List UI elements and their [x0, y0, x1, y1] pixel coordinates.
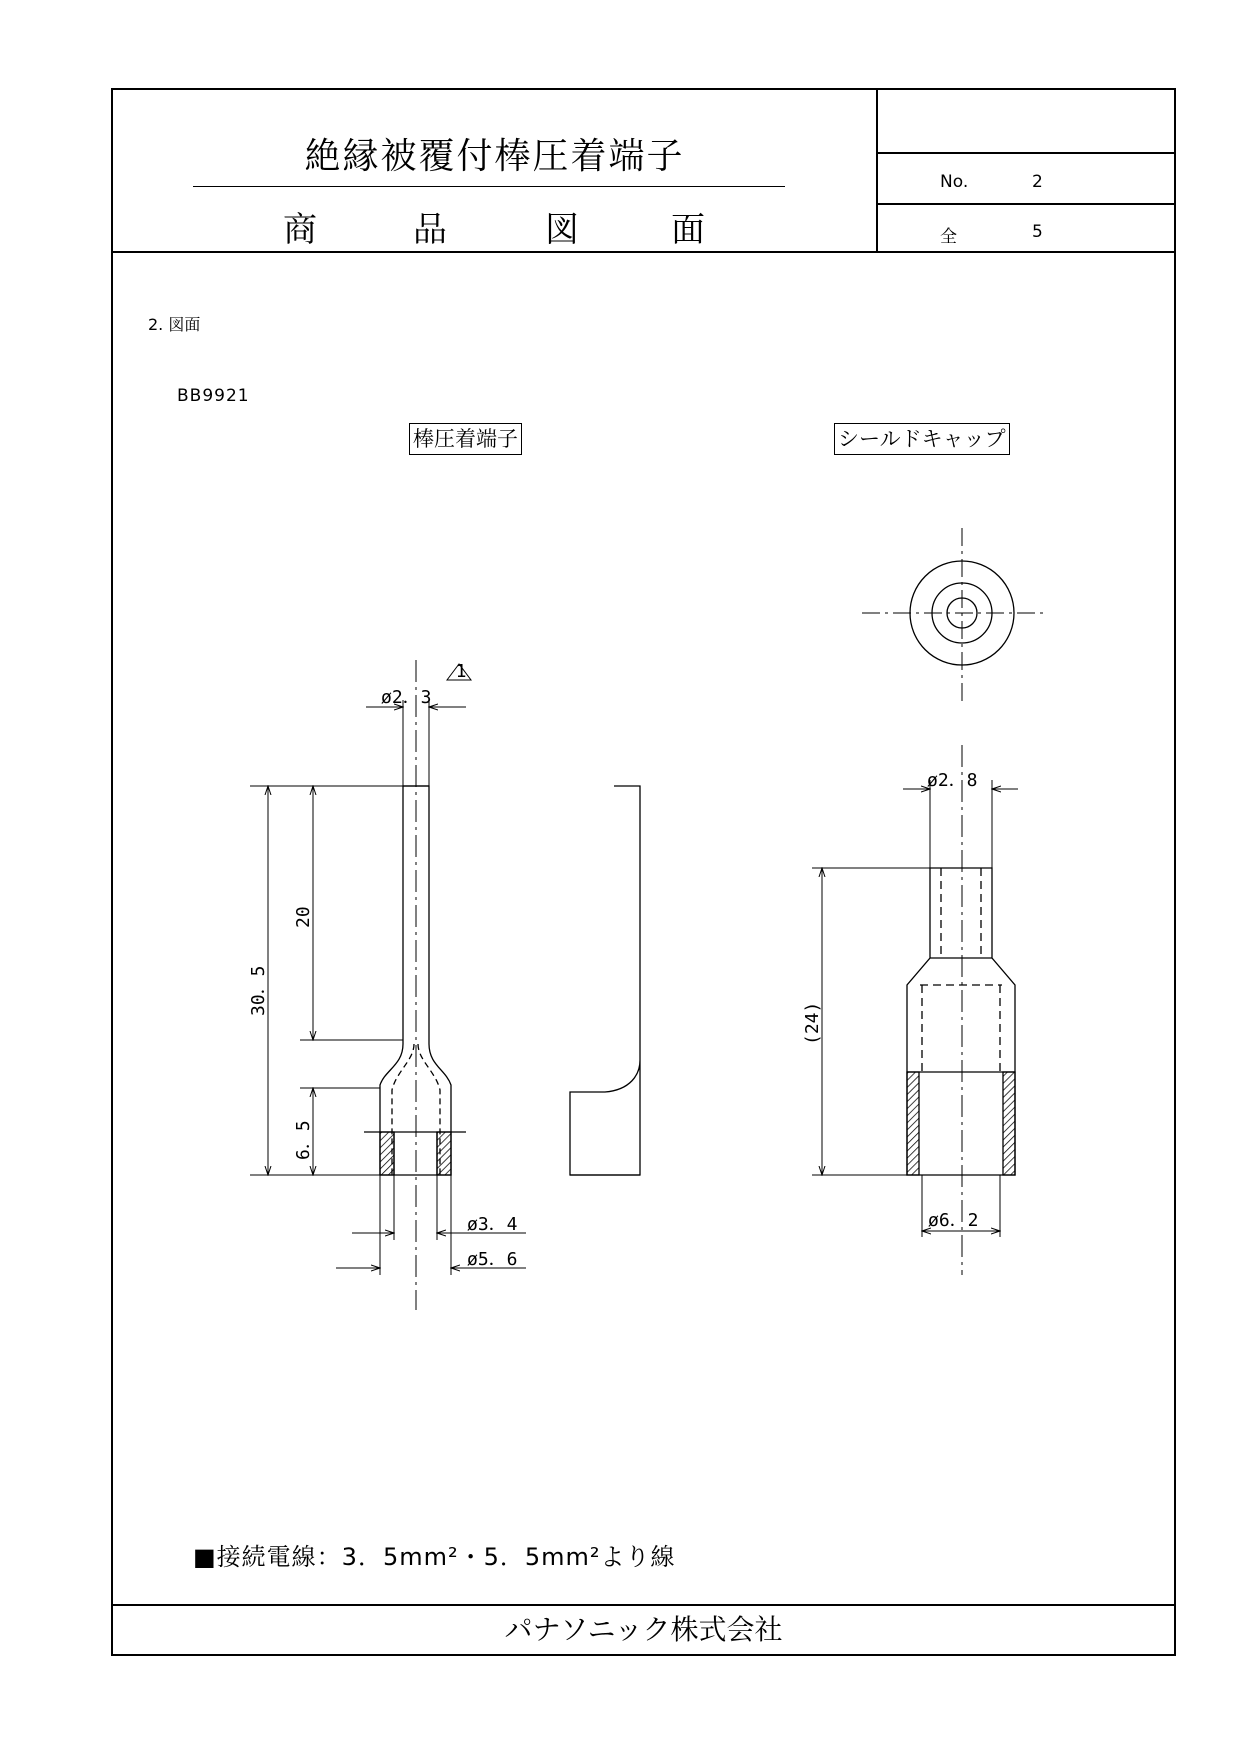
terminal-dimensions	[250, 664, 526, 1275]
total-length-label: 30．5	[248, 965, 269, 1016]
barrel-length-label: 6．5	[293, 1120, 314, 1160]
page-number-value: 2	[1032, 172, 1043, 192]
wire-note: ■接続電線：3．5mm²・5．5mm²より線	[193, 1543, 676, 1571]
cap-top-view	[862, 528, 1048, 702]
document-title: 絶縁被覆付棒圧着端子	[304, 136, 685, 177]
subtitle-char: 商	[283, 210, 317, 250]
cap-side-view	[907, 745, 1015, 1275]
cap-label: シールドキャップ	[834, 423, 1010, 455]
section-heading: 2. 図面	[148, 315, 201, 334]
cap-length-label: (24)	[802, 1001, 823, 1045]
pin-length-label: 20	[293, 906, 314, 928]
subtitle-char: 図	[545, 210, 579, 250]
model-number: BB9921	[177, 386, 250, 406]
page-total-label: 全	[940, 227, 957, 247]
pin-diameter-label: ø2．3	[381, 687, 432, 708]
outer-diameter-label: ø5．6	[467, 1249, 518, 1270]
cap-bottom-diameter-label: ø6．2	[928, 1210, 979, 1231]
subtitle-char: 面	[671, 210, 705, 250]
subtitle-char: 品	[413, 210, 447, 250]
revision-mark: 1	[455, 661, 467, 682]
page-number-label: No.	[940, 172, 969, 192]
inner-diameter-label: ø3．4	[467, 1214, 518, 1235]
company-text: パナソニック株式会社	[504, 1613, 783, 1646]
terminal-side-view	[570, 786, 640, 1175]
cap-top-diameter-label: ø2．8	[927, 770, 978, 791]
terminal-label: 棒圧着端子	[409, 423, 522, 455]
page-total-value: 5	[1032, 222, 1043, 242]
